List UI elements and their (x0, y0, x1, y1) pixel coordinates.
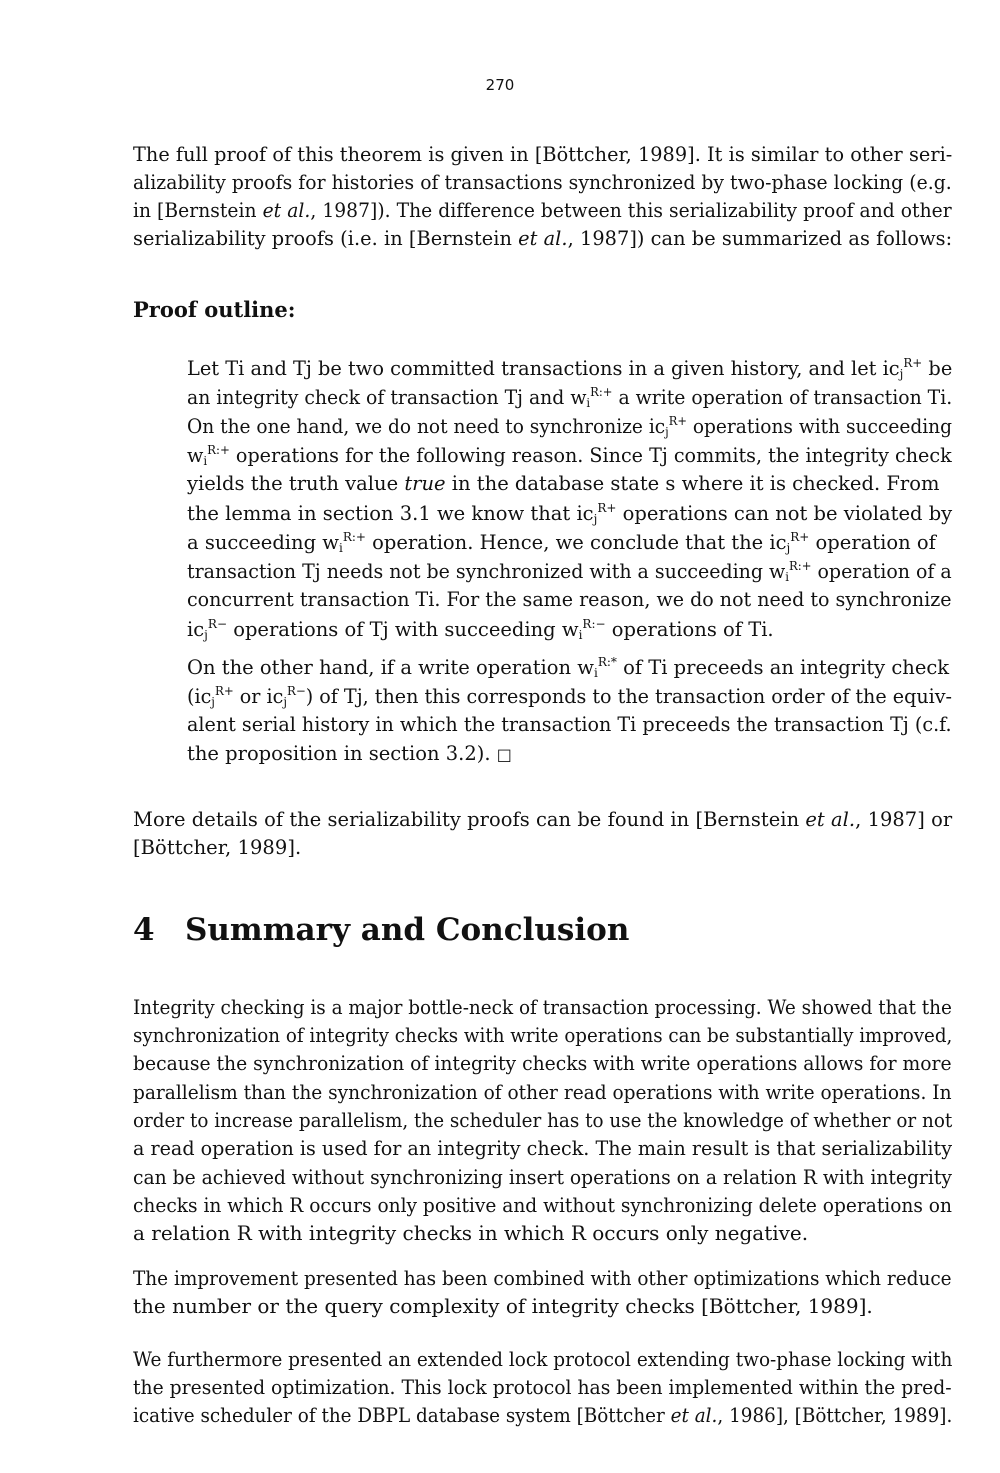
intro-line: in [Bernstein et al., 1987]). The difference between this serializability proof and other (133, 199, 952, 222)
conclusion-line: synchronization of integrity checks with write operations can be substantially improved, (133, 1023, 953, 1047)
proof-line: alent serial history in which the transaction Ti preceeds the transaction Tj (c.f. (187, 713, 952, 736)
conclusion-line: parallelism than the synchronization of other read operations with write operations. In (133, 1080, 952, 1104)
proof-line: $w_i^{R:+}$ operations for the following reason. Since Tj commits, the integrity check (187, 443, 952, 468)
proof-line: the proposition in section 3.2). □ (187, 742, 512, 765)
intro-line: The full proof of this theorem is given in [Böttcher, 1989]. It is similar to other seri- (133, 143, 953, 166)
proof-line: Let Ti and Tj be two committed transactions in a given history, and let $ic_j^{R+}$ be (187, 356, 953, 381)
intro-line: alizability proofs for histories of transactions synchronized by two-phase locking (e.g. (133, 171, 952, 194)
details-line: [Böttcher, 1989]. (133, 836, 302, 859)
proof-line: ($ic_j^{R+}$ or $ic_j^{R-}$) of Tj, then this corresponds to the transaction order of the equiv- (187, 684, 953, 709)
conclusion-line: checks in which R occurs only positive and without synchronizing delete operations on (133, 1193, 952, 1217)
section-title: Summary and Conclusion (185, 912, 630, 948)
proof-line: a succeeding $w_i^{R:+}$ operation. Hence, we conclude that the $ic_j^{R+}$ operation of (187, 530, 936, 555)
conclusion-line: because the synchronization of integrity checks with write operations allows for more (133, 1051, 952, 1075)
proof-outline-heading: Proof outline: (133, 297, 296, 322)
proof-line: $ic_j^{R-}$ operations of Tj with succeeding $w_i^{R:-}$ operations of Ti. (187, 617, 774, 642)
conclusion-line: order to increase parallelism, the scheduler has to use the knowledge of whether or not (133, 1108, 953, 1132)
details-line: More details of the serializability proofs can be found in [Bernstein et al., 1987] or (133, 808, 953, 831)
proof-line: On the other hand, if a write operation $w_i^{R:*}$ of Ti preceeds an integrity check (187, 655, 950, 680)
conclusion-line: a read operation is used for an integrity check. The main result is that serializability (133, 1136, 953, 1160)
proof-line: an integrity check of transaction Tj and $w_i^{R:+}$ a write operation of transaction Ti. (187, 385, 953, 410)
conclusion-line: icative scheduler of the DBPL database system [Böttcher et al., 1986], [Böttcher, 1989]. (133, 1403, 953, 1427)
proof-line: On the one hand, we do not need to synchronize $ic_j^{R+}$ operations with succeeding (187, 414, 953, 439)
conclusion-line: The improvement presented has been combined with other optimizations which reduce (133, 1266, 952, 1290)
proof-line: the lemma in section 3.1 we know that $ic_j^{R+}$ operations can not be violated by (187, 501, 953, 526)
proof-line: transaction Tj needs not be synchronized with a succeeding $w_i^{R:+}$ operation of a (187, 559, 952, 584)
section-heading (133, 912, 629, 948)
conclusion-line: the number or the query complexity of integrity checks [Böttcher, 1989]. (133, 1294, 873, 1318)
proof-line: concurrent transaction Ti. For the same reason, we do not need to synchronize (187, 588, 952, 611)
conclusion-line: can be achieved without synchronizing insert operations on a relation R with integrity (133, 1165, 952, 1189)
conclusion-line: a relation R with integrity checks in which R occurs only negative. (133, 1221, 809, 1245)
page-number: 270 (485, 76, 515, 94)
proof-line: yields the truth value true in the database state s where it is checked. From (187, 472, 940, 495)
conclusion-line: We furthermore presented an extended lock protocol extending two-phase locking with (133, 1347, 953, 1371)
conclusion-line: Integrity checking is a major bottle-neck of transaction processing. We showed that the (133, 995, 952, 1019)
intro-line: serializability proofs (i.e. in [Bernstein et al., 1987]) can be summarized as follows: (133, 227, 953, 250)
conclusion-line: the presented optimization. This lock protocol has been implemented within the pred- (133, 1375, 952, 1399)
section-number: 4 (133, 912, 155, 948)
